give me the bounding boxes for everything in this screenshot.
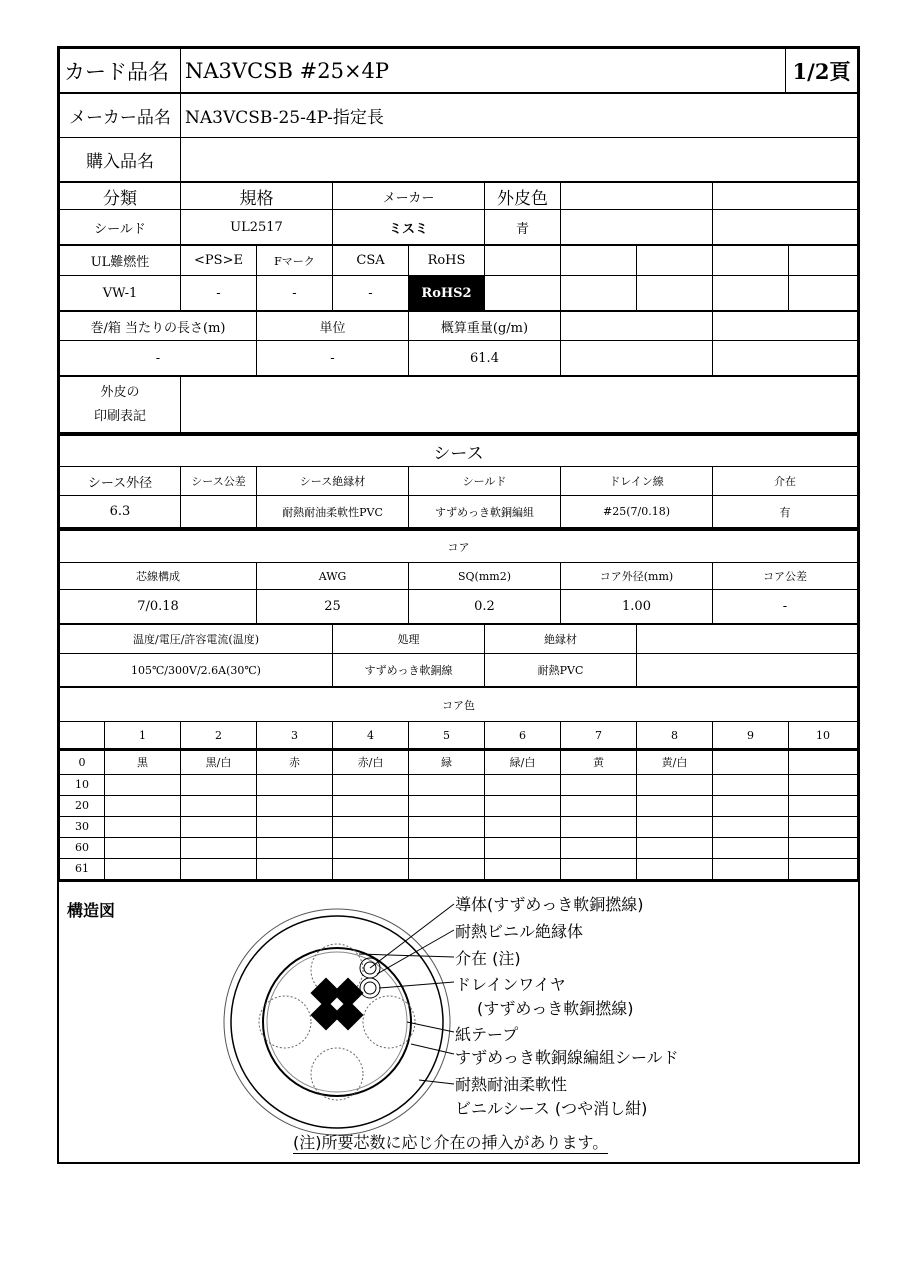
maker-header: メーカー xyxy=(333,183,485,210)
print-label-line2: 印刷表記 xyxy=(93,408,146,424)
weight-value: 61.4 xyxy=(409,341,561,376)
card-name-label: カード品名 xyxy=(60,49,181,93)
maker-name-label: メーカー品名 xyxy=(60,94,181,138)
table-row xyxy=(60,795,858,816)
empty-cell xyxy=(713,183,858,210)
core-color-cell xyxy=(637,858,713,879)
core-color-cell xyxy=(409,858,485,879)
core-color-cell xyxy=(789,837,858,858)
jacket-color-value: 青 xyxy=(485,210,561,245)
awg-header: AWG xyxy=(257,563,409,590)
sheath-tolerance-header: シース公差 xyxy=(181,467,257,496)
core-color-col-header: 9 xyxy=(713,722,789,749)
empty-cell xyxy=(713,210,858,245)
empty-cell xyxy=(713,341,858,376)
core-color-cell xyxy=(713,795,789,816)
core-color-cell xyxy=(333,837,409,858)
core-color-col-header: 4 xyxy=(333,722,409,749)
sheath-section-title: シース xyxy=(60,435,858,467)
empty-cell xyxy=(713,276,789,311)
core-color-cell xyxy=(637,837,713,858)
core-color-col-header: 5 xyxy=(409,722,485,749)
core-color-col-header: 1 xyxy=(105,722,181,749)
empty-cell xyxy=(637,276,713,311)
purchase-name-label: 購入品名 xyxy=(60,138,181,182)
category-value: シールド xyxy=(60,210,181,245)
core-color-cell xyxy=(181,858,257,879)
empty-cell xyxy=(561,210,713,245)
pse-value: - xyxy=(181,276,257,311)
core-color-cell xyxy=(789,858,858,879)
core-table xyxy=(59,528,858,624)
core-color-col-header: 7 xyxy=(561,722,637,749)
core-color-cell xyxy=(561,858,637,879)
core-od-value: 1.00 xyxy=(561,590,713,624)
length-per-reel-value: - xyxy=(60,341,257,376)
page-number: 1/2頁 xyxy=(786,49,858,93)
length-per-reel-header: 巻/箱 当たりの長さ(m) xyxy=(60,312,257,341)
core-color-cell xyxy=(105,858,181,879)
spec-table-3 xyxy=(59,311,858,376)
core-color-cell xyxy=(485,816,561,837)
core-color-cell xyxy=(181,774,257,795)
core-color-cell: 黒 xyxy=(105,750,181,774)
label-braid-shield: すずめっき軟銅線編組シールド xyxy=(455,1047,679,1067)
core-color-row-label: 60 xyxy=(60,837,105,858)
table-row xyxy=(60,816,858,837)
structure-title: 構造図 xyxy=(67,900,116,920)
filler-header: 介在 xyxy=(713,467,858,496)
treatment-header: 処理 xyxy=(333,625,485,654)
core-color-cell xyxy=(713,837,789,858)
empty-cell xyxy=(485,246,561,276)
core-color-cell xyxy=(105,837,181,858)
core-color-body xyxy=(59,749,858,880)
core-color-cell xyxy=(105,774,181,795)
rohs-value-badge: RoHS2 xyxy=(409,276,485,311)
insulation-header: 絶縁材 xyxy=(485,625,637,654)
sheath-od-header: シース外径 xyxy=(60,467,181,496)
sheath-od-value: 6.3 xyxy=(60,496,181,528)
print-marking-label xyxy=(60,377,181,433)
core-color-cell xyxy=(409,795,485,816)
print-table xyxy=(59,376,858,433)
awg-value: 25 xyxy=(257,590,409,624)
empty-cell xyxy=(713,312,858,341)
empty-cell xyxy=(561,341,713,376)
unit-value: - xyxy=(257,341,409,376)
core-tolerance-header: コア公差 xyxy=(713,563,858,590)
table-row xyxy=(60,858,858,879)
csa-header: CSA xyxy=(333,246,409,276)
core-color-cell xyxy=(105,795,181,816)
core-color-cell xyxy=(409,816,485,837)
core-color-cell xyxy=(333,858,409,879)
label-drain-wire: ドレインワイヤ xyxy=(455,974,566,994)
core-section-title: コア xyxy=(60,530,858,563)
print-marking-value xyxy=(181,377,858,433)
core-color-table xyxy=(59,687,858,749)
core-color-row-label: 0 xyxy=(60,750,105,774)
empty-cell xyxy=(789,276,858,311)
label-conductor: 導体(すずめっき軟銅撚線) xyxy=(455,894,644,914)
unit-header: 単位 xyxy=(257,312,409,341)
sheath-insulation-value: 耐熱耐油柔軟性PVC xyxy=(257,496,409,528)
core-color-cell xyxy=(105,816,181,837)
core-color-cell xyxy=(333,816,409,837)
core-color-cell xyxy=(257,858,333,879)
empty-cell xyxy=(637,654,858,687)
core-color-cell xyxy=(485,858,561,879)
core-color-col-header: 2 xyxy=(181,722,257,749)
maker-value: ミスミ xyxy=(333,210,485,245)
core-color-col-header: 8 xyxy=(637,722,713,749)
core-color-cell xyxy=(257,774,333,795)
core-color-cell xyxy=(789,774,858,795)
core-color-cell xyxy=(561,837,637,858)
core-color-cell xyxy=(409,774,485,795)
core-color-cell xyxy=(713,774,789,795)
drain-wire-value: #25(7/0.18) xyxy=(561,496,713,528)
ul-flame-value: VW-1 xyxy=(60,276,181,311)
ul-flame-header: UL難燃性 xyxy=(60,246,181,276)
header-table xyxy=(59,48,858,93)
sheath-tolerance-value xyxy=(181,496,257,528)
print-label-line1: 外皮の xyxy=(100,384,140,400)
core-color-cell xyxy=(561,816,637,837)
core-color-cell xyxy=(713,816,789,837)
maker-name-value: NA3VCSB-25-4P-指定長 xyxy=(181,94,858,138)
pse-header: <PS>E xyxy=(181,246,257,276)
core-color-cell xyxy=(181,837,257,858)
csa-value: - xyxy=(333,276,409,311)
empty-cell xyxy=(561,276,637,311)
spec-table-2 xyxy=(59,245,858,311)
table-row xyxy=(60,837,858,858)
core-color-cell xyxy=(181,795,257,816)
jacket-color-header: 外皮色 xyxy=(485,183,561,210)
core-color-cell xyxy=(257,795,333,816)
empty-cell xyxy=(789,246,858,276)
empty-cell xyxy=(485,276,561,311)
empty-cell xyxy=(637,246,713,276)
card-name-value: NA3VCSB #25×4P xyxy=(181,49,786,93)
core-color-cell: 緑 xyxy=(409,750,485,774)
core-color-cell xyxy=(485,774,561,795)
f-mark-header: Fマーク xyxy=(257,246,333,276)
spec-sheet xyxy=(57,46,860,1164)
rohs-header: RoHS xyxy=(409,246,485,276)
shield-header: シールド xyxy=(409,467,561,496)
core-color-cell xyxy=(409,837,485,858)
label-sheath-1: 耐熱耐油柔軟性 xyxy=(455,1074,568,1094)
sheath-table xyxy=(59,433,858,528)
empty-cell xyxy=(60,722,105,749)
standard-header: 規格 xyxy=(181,183,333,210)
treatment-value: すずめっき軟銅線 xyxy=(333,654,485,687)
weight-header: 概算重量(g/m) xyxy=(409,312,561,341)
core-color-cell: 赤 xyxy=(257,750,333,774)
core-color-cell xyxy=(333,795,409,816)
core-color-cell: 赤/白 xyxy=(333,750,409,774)
core-color-cell xyxy=(789,750,858,774)
label-paper-tape: 紙テープ xyxy=(455,1024,519,1044)
core-color-cell xyxy=(257,816,333,837)
empty-cell xyxy=(561,183,713,210)
core-color-cell xyxy=(789,816,858,837)
core-color-row-label: 20 xyxy=(60,795,105,816)
core-color-cell xyxy=(637,816,713,837)
core-color-cell xyxy=(485,795,561,816)
standard-value: UL2517 xyxy=(181,210,333,245)
empty-cell xyxy=(561,246,637,276)
insulation-value: 耐熱PVC xyxy=(485,654,637,687)
core-color-cell: 黄 xyxy=(561,750,637,774)
core-color-cell xyxy=(181,816,257,837)
filler-value: 有 xyxy=(713,496,858,528)
core-color-col-header: 3 xyxy=(257,722,333,749)
purchase-name-value xyxy=(181,138,858,182)
structure-note: (注)所要芯数に応じ介在の挿入があります。 xyxy=(293,1130,608,1154)
core-color-row-label: 10 xyxy=(60,774,105,795)
table-row xyxy=(60,750,858,774)
label-sheath-2: ビニルシース (つや消し紺) xyxy=(455,1098,648,1118)
core-color-cell: 黄/白 xyxy=(637,750,713,774)
structure-diagram xyxy=(59,880,858,1165)
label-drain-wire-detail: (すずめっき軟銅撚線) xyxy=(477,998,634,1018)
core-color-col-header: 6 xyxy=(485,722,561,749)
f-mark-value: - xyxy=(257,276,333,311)
core-color-cell xyxy=(713,858,789,879)
core-color-cell: 緑/白 xyxy=(485,750,561,774)
conductor-const-value: 7/0.18 xyxy=(60,590,257,624)
core-color-cell xyxy=(561,795,637,816)
temp-voltage-header: 温度/電圧/許容電流(温度) xyxy=(60,625,333,654)
maker-table xyxy=(59,93,858,182)
category-header: 分類 xyxy=(60,183,181,210)
label-insulation: 耐熱ビニル絶縁体 xyxy=(455,921,584,941)
core-color-header-row xyxy=(60,722,858,749)
core-color-cell xyxy=(561,774,637,795)
core-color-cell xyxy=(637,774,713,795)
conductor-const-header: 芯線構成 xyxy=(60,563,257,590)
sq-header: SQ(mm2) xyxy=(409,563,561,590)
empty-cell xyxy=(561,312,713,341)
core-color-row-label: 61 xyxy=(60,858,105,879)
core-color-cell xyxy=(257,837,333,858)
table-row xyxy=(60,774,858,795)
drain-wire-header: ドレイン線 xyxy=(561,467,713,496)
core-color-cell xyxy=(333,774,409,795)
core-color-cell xyxy=(713,750,789,774)
core-color-col-header: 10 xyxy=(789,722,858,749)
sq-value: 0.2 xyxy=(409,590,561,624)
core-color-cell xyxy=(789,795,858,816)
temp-voltage-value: 105℃/300V/2.6A(30℃) xyxy=(60,654,333,687)
shield-value: すずめっき軟銅編組 xyxy=(409,496,561,528)
empty-cell xyxy=(637,625,858,654)
spec-table-1 xyxy=(59,182,858,245)
core-color-title: コア色 xyxy=(60,688,858,722)
core-tolerance-value: - xyxy=(713,590,858,624)
core-color-cell xyxy=(637,795,713,816)
core-table-2 xyxy=(59,624,858,687)
core-color-row-label: 30 xyxy=(60,816,105,837)
core-od-header: コア外径(mm) xyxy=(561,563,713,590)
core-color-cell xyxy=(485,837,561,858)
core-color-cell: 黒/白 xyxy=(181,750,257,774)
sheath-insulation-header: シース絶縁材 xyxy=(257,467,409,496)
empty-cell xyxy=(713,246,789,276)
label-filler: 介在 (注) xyxy=(455,948,521,968)
